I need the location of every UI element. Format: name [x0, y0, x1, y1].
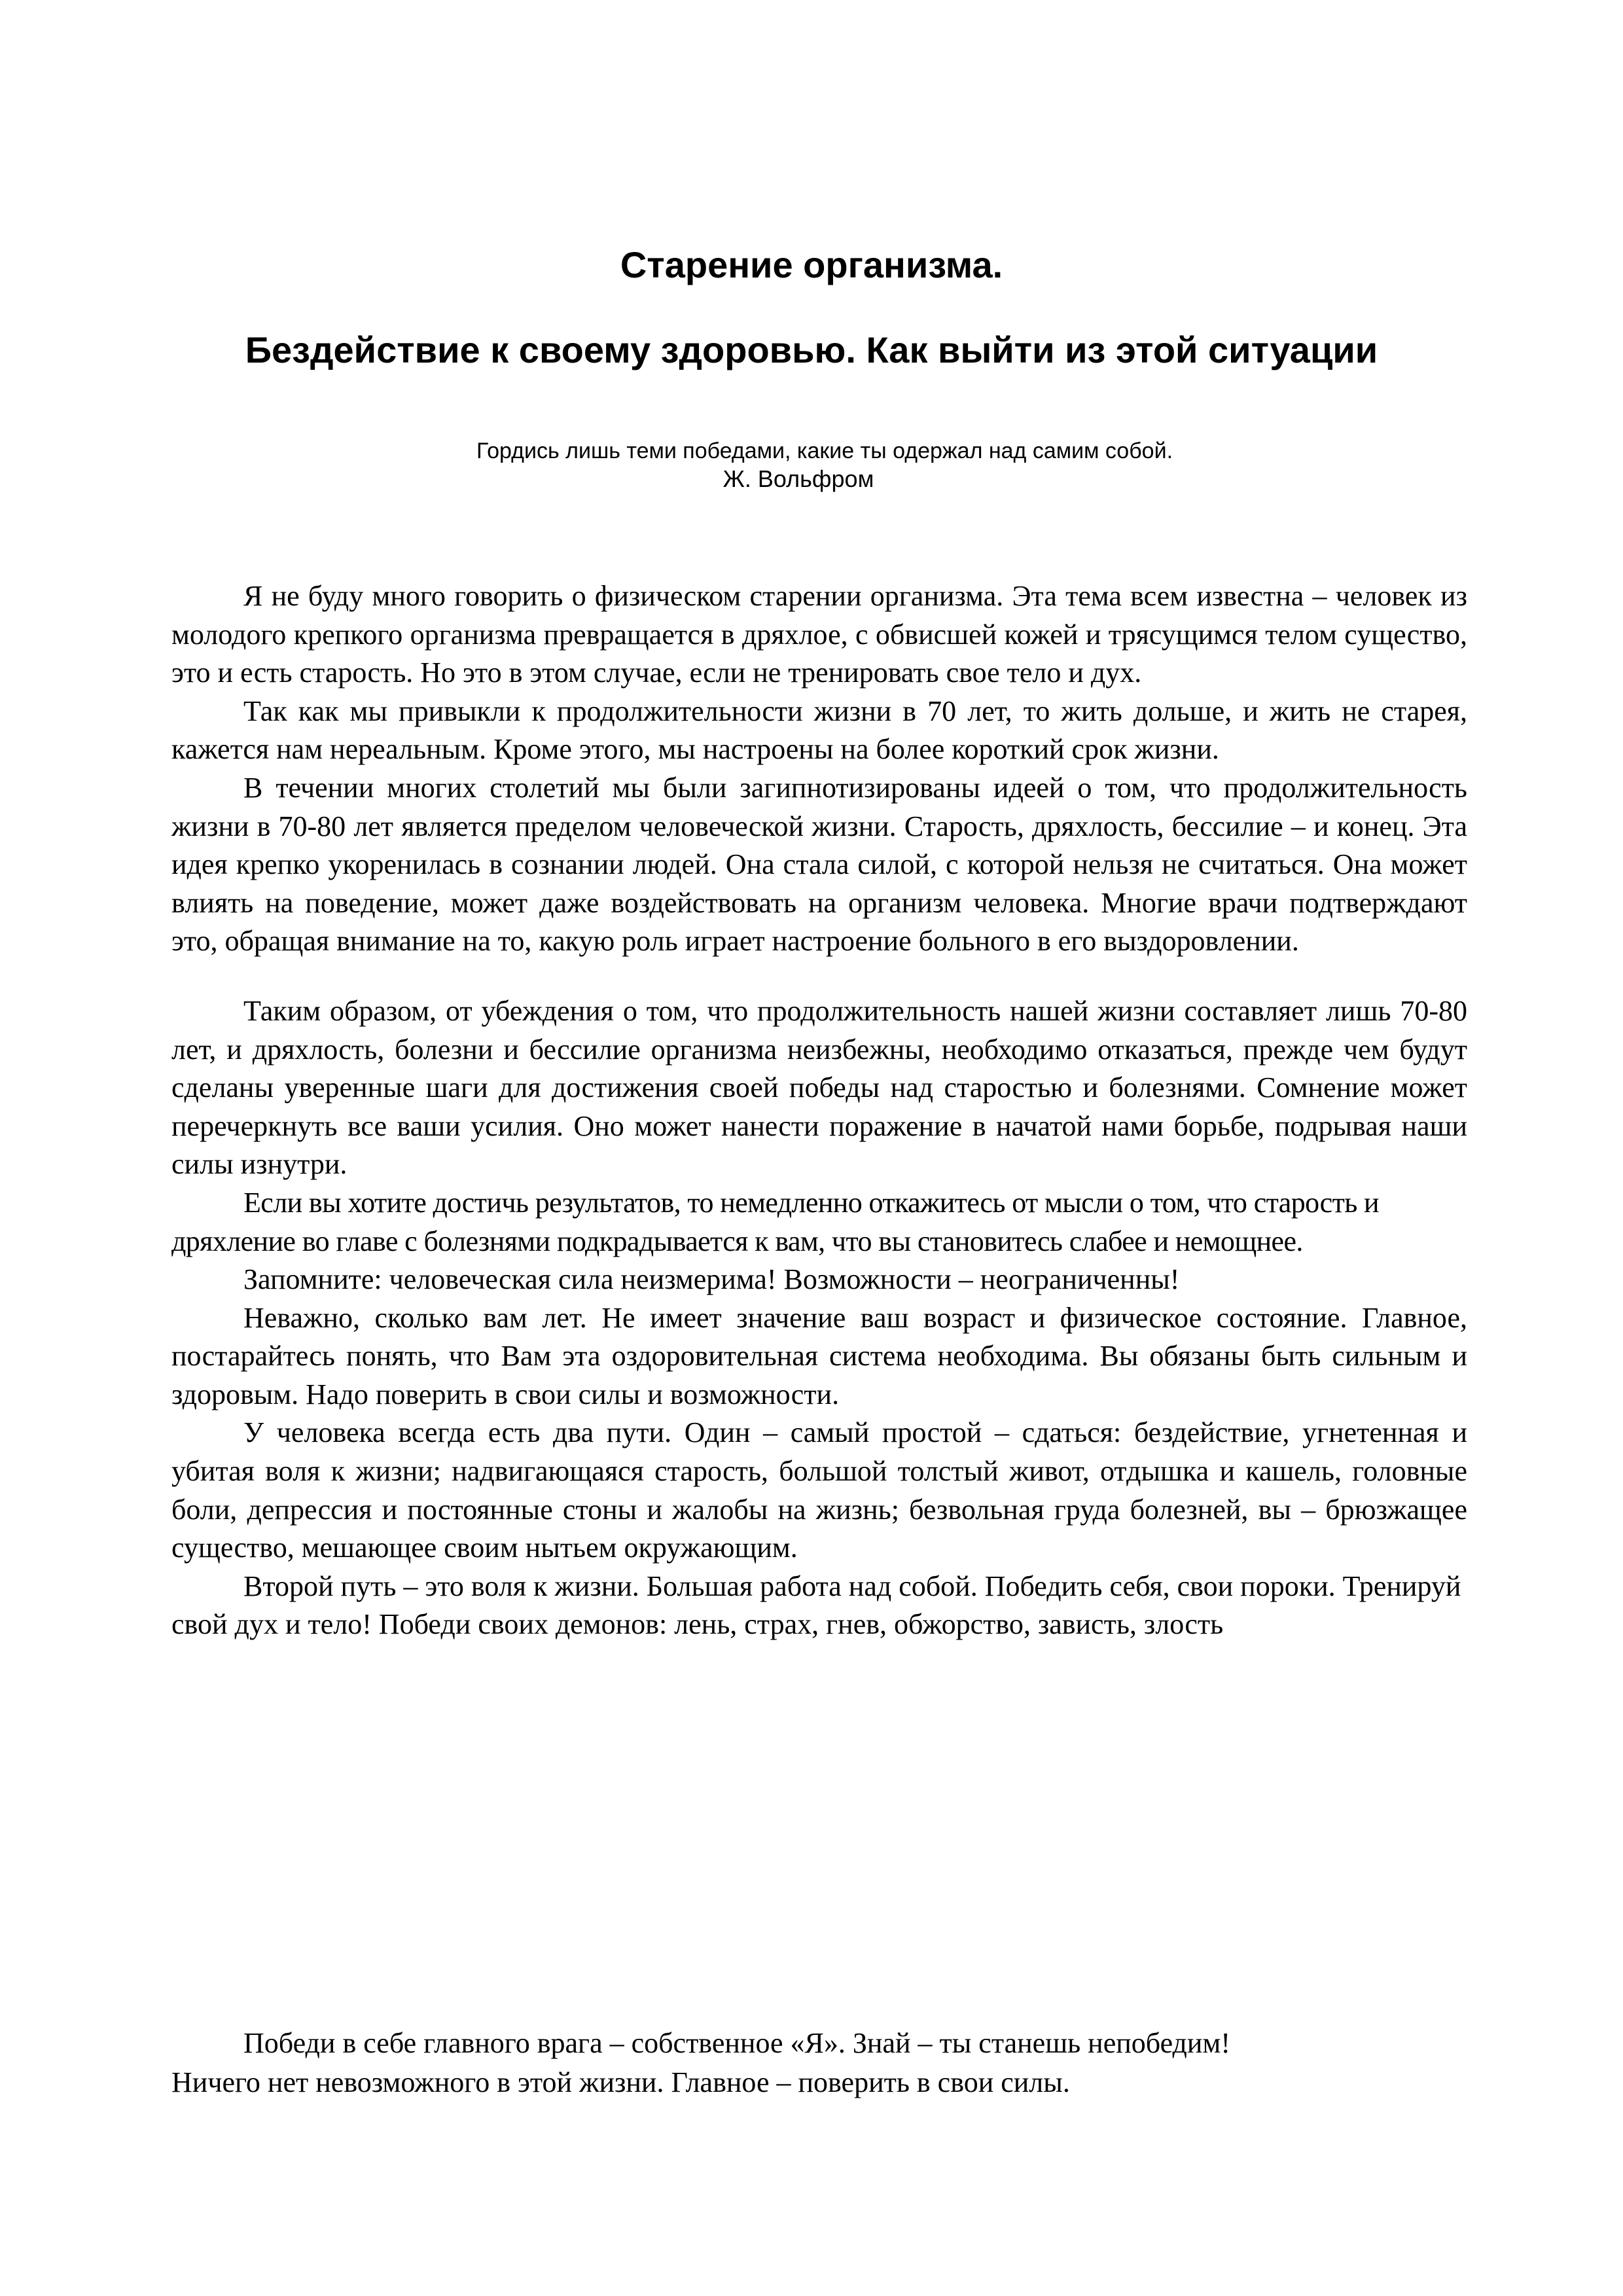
paragraph: Запомните: человеческая сила неизмерима! Возможности – неограниченны!	[243, 1263, 1180, 1296]
closing-line: Победи в себе главного врага – собственное «Я». Знай – ты станешь непобедим!	[243, 2027, 1230, 2059]
epigraph-quote: Гордись лишь теми победами, какие ты одержал над самим собой.	[476, 439, 1173, 463]
paragraph: У человека всегда есть два пути. Один – самый простой – сдаться: бездействие, угнетенная и убитая воля к жизни; надвигающаяся старость, большой толстый живот, отдышка и кашель, головные боли, депрессия и постоянные стоны и жалобы на жизнь; безвольная груда болезней, вы – брюзжащее существо, мешающее своим нытьем окружающим.	[171, 1416, 1467, 1564]
paragraph: Второй путь – это воля к жизни. Большая работа над собой. Победить себя, свои пороки. Тренируй свой дух и тело! Победи своих демонов: лень, страх, гнев, обжорство, зависть, злость	[171, 1570, 1461, 1641]
document-subtitle: Бездействие к своему здоровью. Как выйти из этой ситуации	[245, 329, 1378, 370]
closing-line: Ничего нет невозможного в этой жизни. Главное – поверить в свои силы.	[171, 2066, 1070, 2098]
paragraph: Неважно, сколько вам лет. Не имеет значение ваш возраст и физическое состояние. Главное, постарайтесь понять, что Вам эта оздоровительная система необходима. Вы обязаны быть сильным и здоровым. Надо поверить в свои силы и возможности.	[171, 1301, 1467, 1410]
paragraph: В течении многих столетий мы были загипнотизированы идеей о том, что продолжительность жизни в 70-80 лет является пределом человеческой жизни. Старость, дряхлость, бессилие – и конец. Эта идея крепко укоренилась в сознании людей. Она стала силой, с которой нельзя не считаться. Она может влиять на поведение, может даже воздействовать на организм человека. Многие врачи подтверждают это, обращая внимание на то, какую роль играет настроение больного в его выздоровлении.	[171, 771, 1467, 958]
paragraph: Таким образом, от убеждения о том, что продолжительность нашей жизни составляет лишь 70-80 лет, и дряхлость, болезни и бессилие организма неизбежны, необходимо отказаться, прежде чем будут сделаны уверенные шаги для достижения своей победы над старостью и болезнями. Сомнение может перечеркнуть все ваши усилия. Оно может нанести поражение в начатой нами борьбе, подрывая наши силы изнутри.	[171, 994, 1467, 1181]
document-title: Старение организма.	[620, 244, 1003, 285]
paragraph: Так как мы привыкли к продолжительности жизни в 70 лет, то жить дольше, и жить не старея, кажется нам нереальным. Кроме этого, мы настроены на более короткий срок жизни.	[171, 694, 1467, 766]
epigraph-author: Ж. Вольфром	[722, 465, 874, 492]
article-body	[171, 577, 1467, 1644]
closing-block	[171, 2024, 1467, 2102]
paragraph: Я не буду много говорить о физическом старении организма. Эта тема всем известна – человек из молодого крепкого организма превращается в дряхлое, с обвисшей кожей и трясущимся телом существо, это и есть старость. Но это в этом случае, если не тренировать свое тело и дух.	[171, 580, 1467, 689]
paragraph: Если вы хотите достичь результатов, то немедленно откажитесь от мысли о том, что старость и дряхление во главе с болезнями подкрадывается к вам, что вы становитесь слабее и немощнее.	[171, 1186, 1380, 1257]
